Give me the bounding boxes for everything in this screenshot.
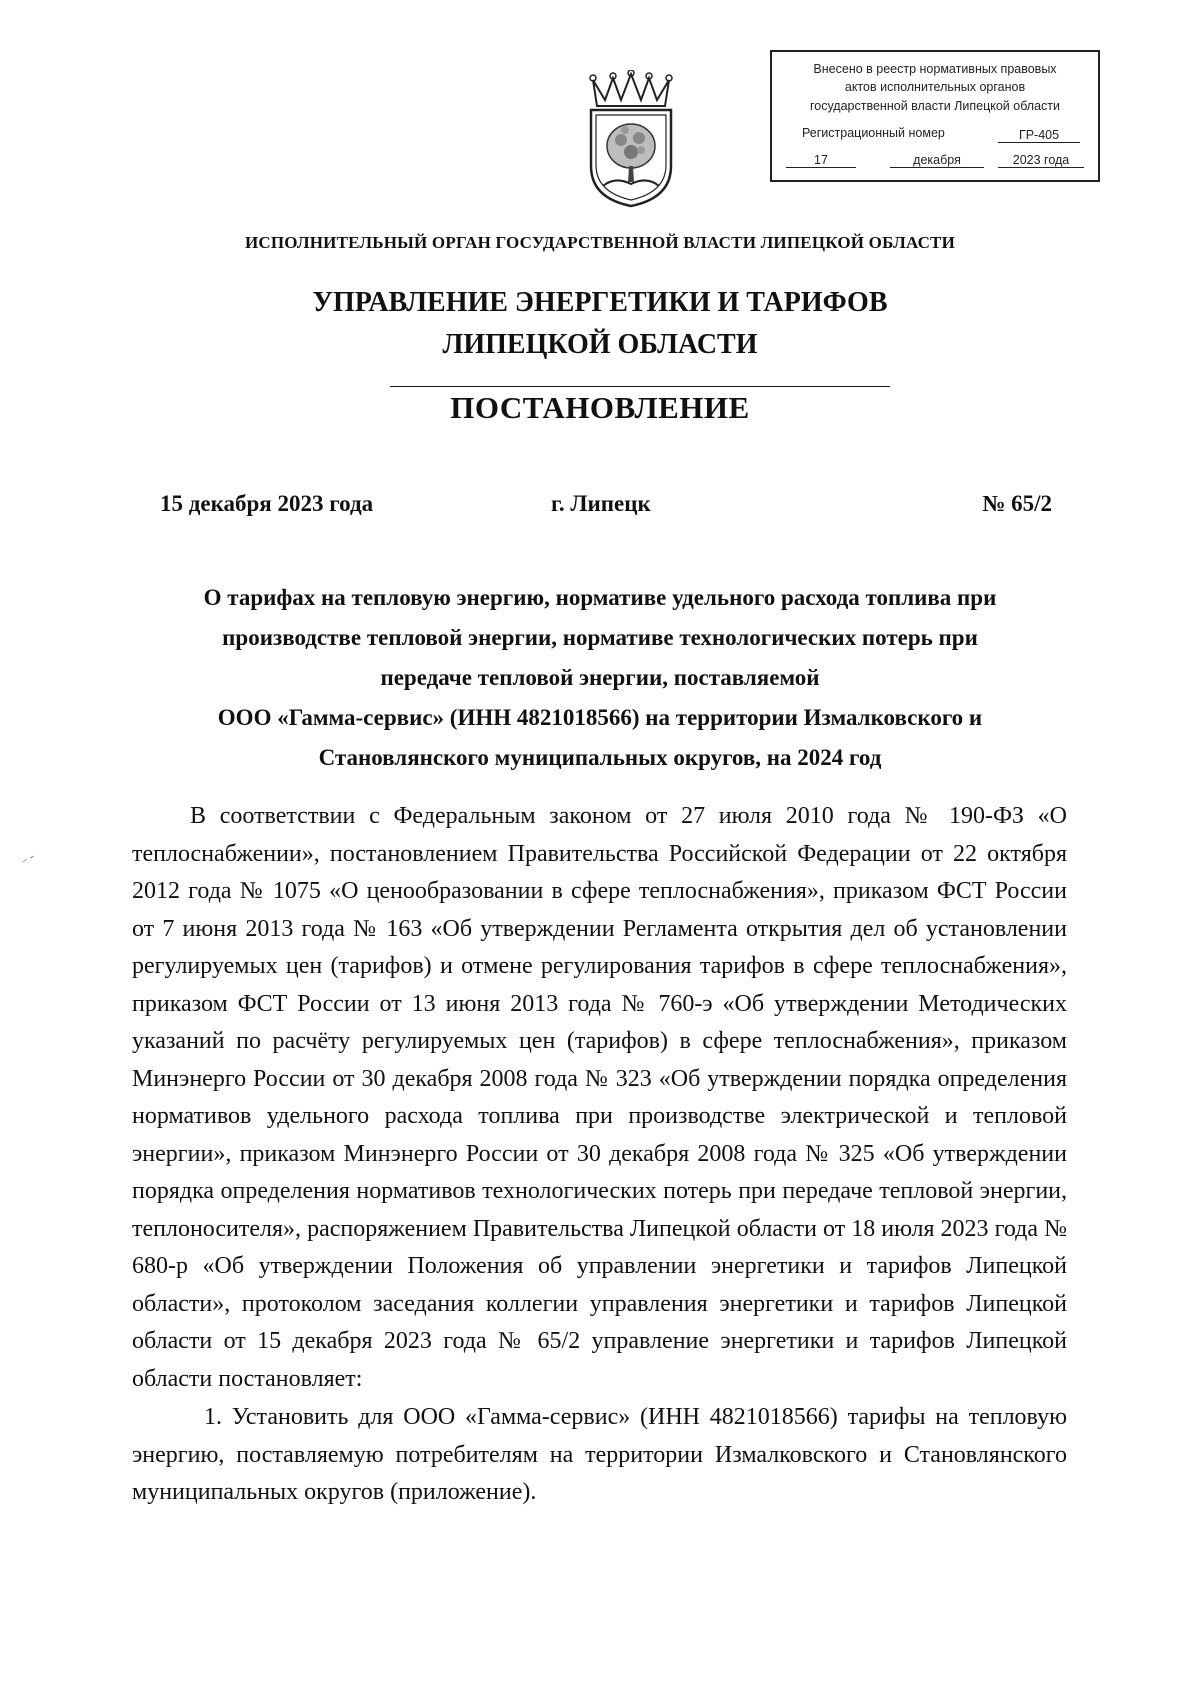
title-line-1: О тарифах на тепловую энергию, нормативе удельного расхода топлива при — [203, 585, 997, 610]
stamp-year: 2023 года — [998, 153, 1084, 168]
document-title — [130, 578, 1070, 778]
title-line-4: ООО «Гамма-сервис» (ИНН 4821018566) на территории Измалковского и — [217, 705, 983, 730]
scan-artifact-mark — [22, 855, 36, 863]
stamp-line-1: Внесено в реестр нормативных правовых — [813, 62, 1057, 76]
item-1-paragraph: 1. Установить для ООО «Гамма-сервис» (ИНН 4821018566) тарифы на тепловую энергию, поставляемую потребителям на территории Измалковского и Становлянского муниципальных округов (приложение). — [132, 1404, 1067, 1505]
title-line-5: Становлянского муниципальных округов, на 2024 год — [318, 745, 882, 770]
coat-of-arms-emblem — [585, 70, 677, 210]
organization-name: ИСПОЛНИТЕЛЬНЫЙ ОРГАН ГОСУДАРСТВЕННОЙ ВЛАСТИ ЛИПЕЦКОЙ ОБЛАСТИ — [244, 233, 956, 252]
document-city: г. Липецк — [551, 491, 651, 516]
preamble-paragraph: В соответствии с Федеральным законом от 27 июля 2010 года № 190-ФЗ «О теплоснабжении», постановлением Правительства Российской Федерации от 22 октября 2012 года № 1075 «О ценообразовании в сфере теплоснабжения», приказом ФСТ России от 7 июня 2013 года № 163 «Об утверждении Регламента открытия дел об установлении регулируемых цен (тарифов) и отмене регулирования тарифов в сфере теплоснабжения», приказом ФСТ России от 13 июня 2013 года № 760-э «Об утверждении Методических указаний по расчёту регулируемых цен (тарифов) в сфере теплоснабжения», приказом Минэнерго России от 30 декабря 2008 года № 323 «Об утверждении порядка определения нормативов удельного расхода топлива при производстве электрической и тепловой энергии», приказом Минэнерго России от 30 декабря 2008 года № 325 «Об утверждении порядка определения нормативов технологических потерь при передаче тепловой энергии, теплоносителя», распоряжением Правительства Липецкой области от 18 июля 2023 года № 680-р «Об утверждении Положения об управлении энергетики и тарифов Липецкой области», протоколом заседания коллегии управления энергетики и тарифов Липецкой области от 15 декабря 2023 года № 65/2 управление энергетики и тарифов Липецкой области постановляет: — [132, 803, 1067, 1392]
document-type: ПОСТАНОВЛЕНИЕ — [450, 390, 750, 425]
stamp-line-3: государственной власти Липецкой области — [809, 99, 1061, 113]
title-line-3: передаче тепловой энергии, поставляемой — [380, 665, 820, 690]
department-name — [0, 282, 1200, 366]
department-line-2: ЛИПЕЦКОЙ ОБЛАСТИ — [442, 329, 758, 360]
registry-stamp — [770, 50, 1100, 182]
department-line-1: УПРАВЛЕНИЕ ЭНЕРГЕТИКИ И ТАРИФОВ — [312, 287, 888, 318]
stamp-line-2: актов исполнительных органов — [844, 80, 1026, 94]
stamp-day: 17 — [786, 153, 856, 168]
stamp-month: декабря — [890, 153, 984, 168]
document-body — [132, 798, 1067, 1512]
stamp-reg-number: ГР-405 — [998, 128, 1080, 143]
document-date: 15 декабря 2023 года — [160, 491, 374, 516]
stamp-reg-label: Регистрационный номер — [802, 126, 945, 140]
document-number: № 65/2 — [982, 491, 1052, 516]
title-line-2: производстве тепловой энергии, нормативе технологических потерь при — [222, 625, 978, 650]
divider-line — [390, 386, 890, 387]
